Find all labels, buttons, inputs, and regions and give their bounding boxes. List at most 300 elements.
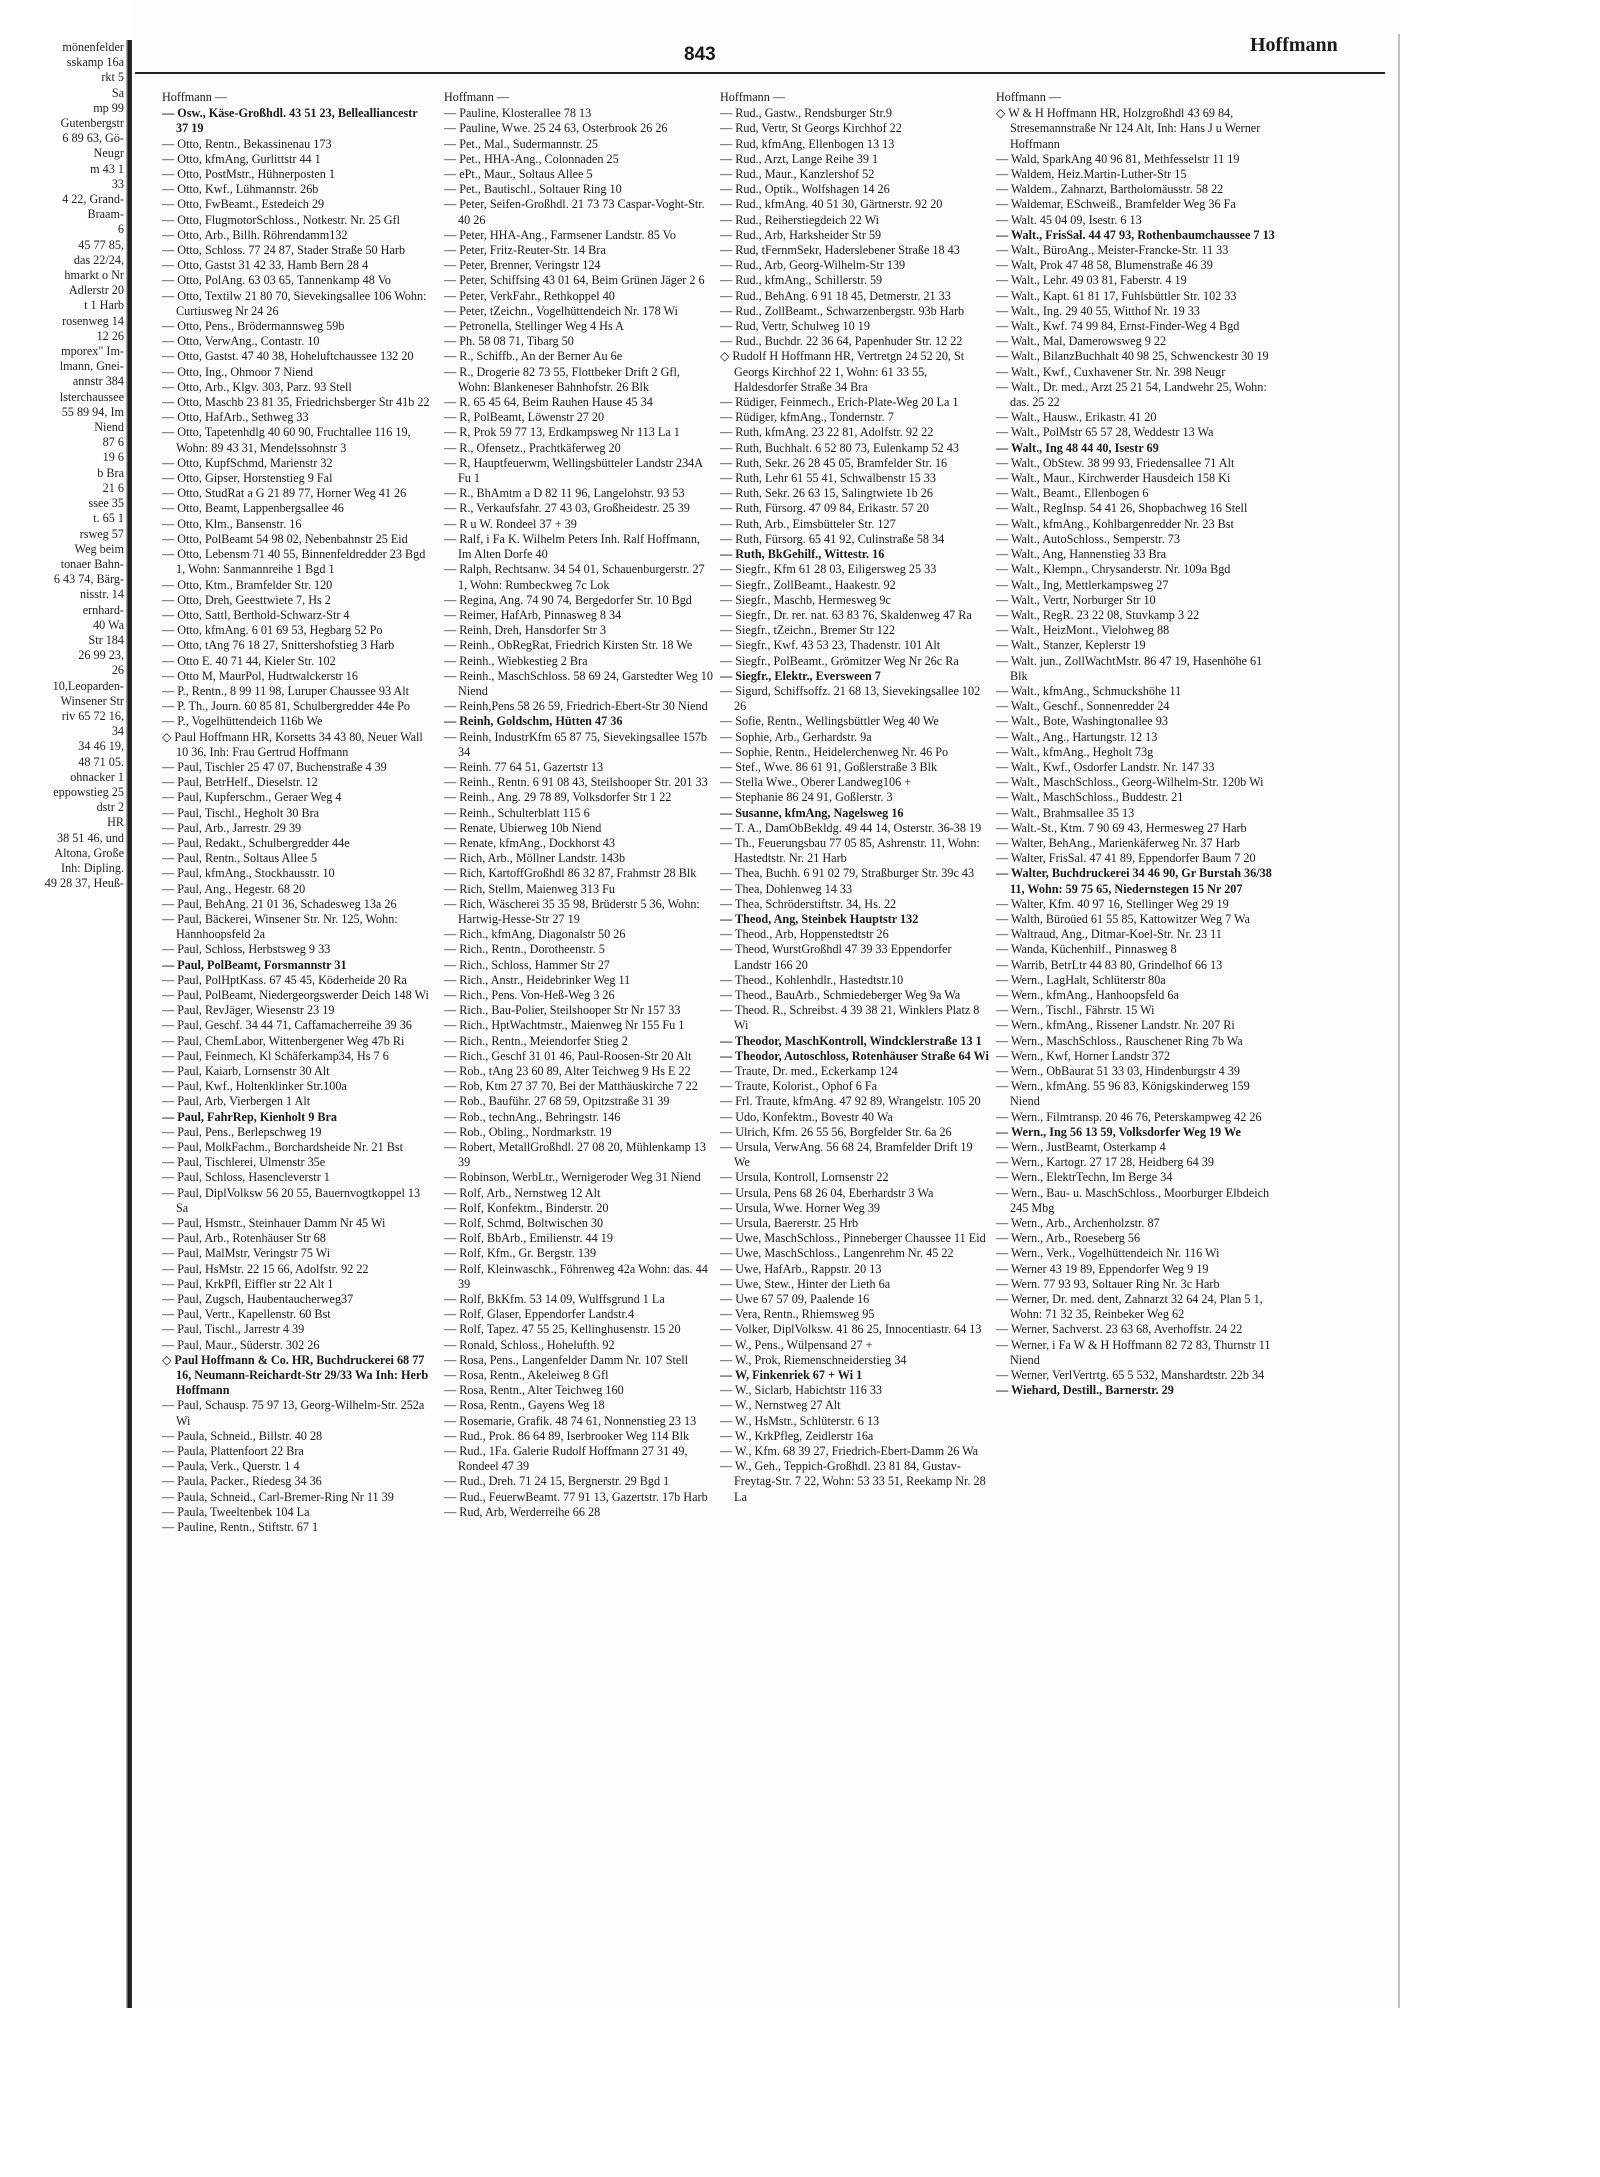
directory-entry: — W., Siclarb, Habichtstr 116 33 — [720, 1383, 883, 1398]
directory-entry: — Paul, Hsmstr., Steinhauer Damm Nr 45 Wi — [162, 1216, 386, 1231]
directory-entry: — Werner, VerlVertrtg. 65 5 532, Manshardtstr. 22b 34 — [996, 1368, 1265, 1383]
directory-entry: — Paul, Schausp. 75 97 13, Georg-Wilhelm-Str. 252a Wi — [162, 1398, 425, 1428]
directory-entry: — Pauline, Wwe. 25 24 63, Osterbrook 26 26 — [444, 121, 668, 136]
directory-entry: — Siegfr., Elektr., Eversween 7 — [720, 668, 881, 683]
directory-entry: — Wern., Arb., Archenholzstr. 87 — [996, 1216, 1160, 1231]
directory-entry: — Walt., Brahmsallee 35 13 — [996, 805, 1135, 820]
directory-entry: — Rud., Prok. 86 64 89, Iserbrooker Weg 114 Blk — [444, 1428, 690, 1443]
column-1 — [162, 90, 432, 2000]
directory-entry: — Rud., kfmAng., Schillerstr. 59 — [720, 273, 883, 288]
entry-list — [162, 106, 432, 1535]
header-rule — [135, 72, 1385, 74]
directory-entry: — Rud., Dreh. 71 24 15, Bergnerstr. 29 Bgd 1 — [444, 1474, 670, 1489]
entry-list — [444, 106, 714, 1520]
directory-entry: — R., Drogerie 82 73 55, Flottbeker Drift 2 Gfl, Wohn: Blankeneser Bahnhofstr. 26 Blk — [444, 364, 680, 394]
prev-page-line: riv 65 72 16, — [61, 708, 124, 723]
directory-entry: — Walt., Lehr. 49 03 81, Faberstr. 4 19 — [996, 273, 1187, 288]
directory-entry: — Wald, SparkAng 40 96 81, Methfesselstr 11 19 — [996, 151, 1240, 166]
directory-entry: — Walter, BehAng., Marienkäferweg Nr. 37 Harb — [996, 835, 1241, 850]
directory-entry: — Wanda, Küchenhilf., Pinnasweg 8 — [996, 942, 1177, 957]
directory-entry: — ePt., Maur., Soltaus Allee 5 — [444, 167, 593, 182]
directory-entry: — W, Finkenriek 67 + Wi 1 — [720, 1368, 863, 1383]
directory-entry: — Walt., Kwf., Osdorfer Landstr. Nr. 147 33 — [996, 759, 1215, 774]
directory-entry: — Walter, FrisSal. 47 41 89, Eppendorfer Baum 7 20 — [996, 851, 1256, 866]
directory-entry: — Paul, Vertr., Kapellenstr. 60 Bst — [162, 1307, 331, 1322]
prev-page-line: sskamp 16a — [66, 55, 124, 70]
prev-page-line: 6 — [117, 222, 124, 237]
prev-page-line: Str 184 — [88, 632, 124, 647]
directory-entry: — Wern., Kwf, Horner Landstr 372 — [996, 1048, 1171, 1063]
prev-page-line: b Bra — [97, 465, 124, 480]
directory-entry: — Walt., HeizMont., Vielohweg 88 — [996, 623, 1170, 638]
directory-entry: — Otto, Dreh, Geesttwiete 7, Hs 2 — [162, 592, 331, 607]
directory-entry: — Peter, Brenner, Veringstr 124 — [444, 258, 601, 273]
directory-entry: — Paul, kfmAng., Stockhausstr. 10 — [162, 866, 335, 881]
directory-entry: — Otto, KupfSchmd, Mariеnstr 32 — [162, 455, 333, 470]
prev-page-line: sseе 35 — [88, 496, 124, 511]
directory-entry: — Thea, Schröderstiftstr. 34, Hs. 22 — [720, 896, 897, 911]
directory-entry: — Otto, Tapetenhdlg 40 60 90, Fruchtallee 116 19, Wohn: 89 43 31, Mendelssohnstr 3 — [162, 425, 411, 455]
directory-entry: — Thea, Buchh. 6 91 02 79, Straßburger Str. 39c 43 — [720, 866, 975, 881]
directory-entry: — Pauline, Rentn., Stiftstr. 67 1 — [162, 1520, 319, 1535]
directory-entry: — Walt., ObStew. 38 99 93, Friedensallee 71 Alt — [996, 455, 1235, 470]
directory-entry: — Otto, Sattl, Berthold-Schwarz-Str 4 — [162, 607, 350, 622]
directory-entry: — Rolf, Schmd, Boltwischen 30 — [444, 1216, 604, 1231]
column-3 — [720, 90, 990, 2000]
directory-entry: — Walt., PolMstr 65 57 28, Weddestr 13 Wa — [996, 425, 1214, 440]
prev-page-line: 26 99 23, — [78, 648, 124, 663]
directory-entry: — Walt., FrisSal. 44 47 93, Rothenbaumchaussee 7 13 — [996, 227, 1275, 242]
directory-entry: — Rud, Vertr, St Georgs Kirchhof 22 — [720, 121, 902, 136]
directory-entry: — Reinh., Rentn. 6 91 08 43, Steilshooper Str. 201 33 — [444, 775, 708, 790]
directory-entry: — Rüdiger, kfmAng., Tondernstr. 7 — [720, 410, 894, 425]
directory-entry: — Paul, Bäckerei, Winsener Str. Nr. 125, Wohn: Hannhoopsfeld 2a — [162, 911, 398, 942]
directory-entry: — Rich, Arb., Möllner Landstr. 143b — [444, 851, 626, 866]
directory-entry: — Rosemarie, Grafik. 48 74 61, Nonnenstieg 23 13 — [444, 1413, 697, 1428]
prev-page-line: das 22/24, — [73, 252, 124, 267]
directory-entry: — W., Kfm. 68 39 27, Friedrich-Ebert-Damm 26 Wa — [720, 1444, 979, 1459]
directory-entry: — Rob., technAng., Behringstr. 146 — [444, 1109, 621, 1124]
directory-entry: — Ralph, Rechtsanw. 34 54 01, Schauenburgerstr. 27 1, Wohn: Rumbeckweg 7c Lok — [444, 562, 705, 592]
directory-entry: — Reinh. 77 64 51, Gazertstr 13 — [444, 759, 604, 774]
prev-page-line: Braam- — [87, 207, 124, 222]
directory-entry: — Walt., Ing. 29 40 55, Witthof Nr. 19 33 — [996, 303, 1200, 318]
directory-entry: — Werner, Sachverst. 23 63 68, Averhoffstr. 24 22 — [996, 1322, 1243, 1337]
directory-entry: — Theod., BauArb., Schmiedeberger Weg 9a Wa — [720, 987, 961, 1002]
prev-page-line: 34 — [111, 724, 124, 739]
directory-entry: — Rolf, Arb., Nernstweg 12 Alt — [444, 1185, 601, 1200]
directory-entry: — Walt., Stanzer, Keplerstr 19 — [996, 638, 1146, 653]
prev-page-line: tonaer Bahn- — [60, 556, 124, 571]
prev-page-line: 48 71 05. — [78, 754, 124, 769]
directory-entry: — Renate, Ubierweg 10b Niend — [444, 820, 602, 835]
directory-entry: — Otto, Gastst 31 42 33, Hamb Bern 28 4 — [162, 258, 369, 273]
directory-entry: — Theod, Ang, Steinbek Hauptstr 132 — [720, 911, 919, 926]
directory-entry: — Werner 43 19 89, Eppendorfer Weg 9 19 — [996, 1261, 1209, 1276]
directory-entry: — Otto, Beamt, Lappenbergsallee 46 — [162, 501, 344, 516]
directory-page — [132, 0, 1400, 2008]
directory-entry: — Siegfr., tZeichn., Bremer Str 122 — [720, 623, 895, 638]
directory-entry: — Walt., kfmAng., Kohlbargenredder Nr. 23 Bst — [996, 516, 1234, 531]
directory-entry: — Walt., AutoSchloss., Semperstr. 73 — [996, 531, 1180, 546]
prev-page-line: annstr 384 — [72, 374, 124, 389]
directory-entry: — Rich., kfmAng, Diagonalstr 50 26 — [444, 927, 626, 942]
prev-page-line: m 43 1 — [90, 161, 124, 176]
directory-entry: — Rud., Maur., Kanzlershof 52 — [720, 167, 875, 182]
directory-entry: — Rich., Bau-Polier, Steilshooper Str Nr 157 33 — [444, 1003, 681, 1018]
directory-entry: — Walt., kfmAng., Hegholt 73g — [996, 744, 1154, 759]
directory-entry: — Paul, PolBeamt, Forsmannstr 31 — [162, 957, 347, 972]
directory-entry: — Otto, PostMstr., Hühnerposten 1 — [162, 167, 335, 182]
directory-entry: — Rolf, Konfektm., Binderstr. 20 — [444, 1200, 609, 1215]
directory-entry: — Walt., MaschSchloss., Buddestr. 21 — [996, 790, 1184, 805]
directory-entry: — Ruth, kfmAng. 23 22 81, Adolfstr. 92 22 — [720, 425, 934, 440]
directory-entry: — Rud., Buchdr. 22 36 64, Papenhuder Str. 12 22 — [720, 334, 963, 349]
page-number: 843 — [684, 44, 716, 65]
directory-entry: — Paula, Verk., Querstr. 1 4 — [162, 1459, 300, 1474]
prev-page-line: t 1 Harb — [84, 298, 124, 313]
directory-entry: — Paul, Tischler 25 47 07, Buchenstraße 4 39 — [162, 759, 387, 774]
directory-entry: — W., Nernstweg 27 Alt — [720, 1398, 841, 1413]
directory-entry: — Wern. 77 93 93, Soltauer Ring Nr. 3c Harb — [996, 1276, 1220, 1291]
directory-entry: — Wern., Arb., Roeseberg 56 — [996, 1231, 1141, 1246]
directory-entry: — Otto, PolBeamt 54 98 02, Nebenbahnstr 25 Eid — [162, 531, 408, 546]
column-heading: Hoffmann — — [444, 90, 510, 104]
directory-entry: — Th., Feuerungsbau 77 05 85, Ashrenstr. 11, Wohn: Hastedtstr. Nr. 21 Harb — [720, 835, 980, 866]
directory-entry: — Paul, Schloss, Hasencleverstr 1 — [162, 1170, 330, 1185]
directory-entry: — Otto, StudRat a G 21 89 77, Horner Weg 41 26 — [162, 486, 407, 501]
directory-entry: — Paul, BehAng. 21 01 36, Schadesweg 13a 26 — [162, 896, 397, 911]
directory-entry: — Rud., kfmAng. 40 51 30, Gärtnerstr. 92 20 — [720, 197, 943, 212]
directory-entry: — Otto, Pens., Brödermannsweg 59b — [162, 319, 345, 334]
directory-entry: — Rosa, Rentn., Akeleiweg 8 Gfl — [444, 1368, 609, 1383]
directory-entry: — Paula, Packer., Riedesg 34 36 — [162, 1474, 322, 1489]
directory-entry: ◇ Paul Hoffmann HR, Korsetts 34 43 80, Neuer Wall 10 36, Inh: Frau Gertrud Hoffmann — [162, 729, 423, 759]
directory-entry: — Rolf, Kleinwaschk., Föhrenweg 42a Wohn: das. 44 39 — [444, 1261, 708, 1291]
directory-entry: — Wern., Bau- u. MaschSchloss., Moorburger Elbdeich 245 Mbg — [996, 1185, 1270, 1215]
directory-entry: — Wern., Tischl., Fährstr. 15 Wi — [996, 1003, 1155, 1018]
directory-entry: — Rud., Arb, Harksheider Str 59 — [720, 227, 882, 242]
directory-entry: — Peter, Fritz-Reuter-Str. 14 Bra — [444, 243, 606, 258]
prev-page-line: 87 6 — [102, 435, 124, 450]
directory-entry: — Rich., Rentn., Meiendorfer Stieg 2 — [444, 1033, 628, 1048]
directory-entry: — Otto, Rentn., Bekassinenau 173 — [162, 136, 332, 151]
directory-entry: — Theod., Kohlenhdlr., Hastedtstr.10 — [720, 972, 904, 987]
directory-entry: — Rich., Geschf 31 01 46, Paul-Roosen-Str 20 Alt — [444, 1048, 692, 1063]
prev-page-line: rosenweg 14 — [62, 313, 124, 328]
directory-entry: — Ursula, Pens 68 26 04, Eberhardstr 3 Wa — [720, 1185, 934, 1200]
directory-entry: — Rüdiger, Feinmech., Erich-Plate-Weg 20 La 1 — [720, 395, 959, 410]
prev-page-line: 55 89 94, Im — [61, 404, 124, 419]
directory-entry: — Paul, FahrRep, Kienholt 9 Bra — [162, 1109, 338, 1124]
prev-page-line: Gutenbergstr — [60, 116, 124, 131]
directory-entry: — Paul, KrkPfl, Eiffler str 22 Alt 1 — [162, 1276, 334, 1291]
directory-entry: — Walt., Kwf. 74 99 84, Ernst-Finder-Weg 4 Bgd — [996, 319, 1240, 334]
directory-entry: — Otto, Textilw 21 80 70, Sievekingsallee 106 Wohn: Curtiusweg Nr 24 26 — [162, 288, 427, 318]
directory-entry: — Walt., Klempn., Chrysanderstr. Nr. 109a Bgd — [996, 562, 1231, 577]
prev-page-line: Neugr — [93, 146, 124, 161]
directory-entry: — Waltraud, Ang., Ditmar-Koel-Str. Nr. 23 11 — [996, 927, 1222, 942]
prev-page-line: rkt 5 — [101, 70, 124, 85]
directory-entry: — Ruth, Fürsorg. 47 09 84, Erikastr. 57 20 — [720, 501, 929, 516]
directory-entry: — Pet., Bautischl., Soltauer Ring 10 — [444, 182, 622, 197]
directory-entry: — Otto, HafArb., Sethweg 33 — [162, 410, 309, 425]
directory-entry: — Paul, Zugsch, Haubentaucherweg37 — [162, 1292, 354, 1307]
directory-entry: ◇ Rudolf H Hoffmann HR, Vertretgn 24 52 20, St Georgs Kirchhof 22 1, Wohn: 61 33 55, Haldesdorfer Straße 34 Bra — [720, 349, 965, 394]
directory-entry: — Otto, Maschb 23 81 35, Friedrichsberger Str 41b 22 — [162, 395, 430, 410]
directory-entry: — Walt.-St., Ktm. 7 90 69 43, Hermesweg 27 Harb — [996, 820, 1247, 835]
directory-entry: — Uwe, Stew., Hinter der Lieth 6a — [720, 1276, 891, 1291]
prev-page-line: mp 99 — [93, 100, 124, 115]
directory-entry: — Otto, Gastst. 47 40 38, Hoheluftchaussee 132 20 — [162, 349, 414, 364]
directory-entry: — Traute, Kolorist., Ophof 6 Fa — [720, 1079, 878, 1094]
directory-entry: — R u W. Rondeel 37 + 39 — [444, 516, 577, 531]
directory-entry: — Paul, Geschf. 34 44 71, Caffamacherreihe 39 36 — [162, 1018, 412, 1033]
directory-entry: — Rich., Schloss, Hammer Str 27 — [444, 957, 610, 972]
prev-page-line: ernhard- — [82, 602, 124, 617]
prev-page-line: 49 28 37, Heuß- — [44, 876, 124, 891]
directory-entry: — Volker, DiplVolksw. 41 86 25, Innocentiastr. 64 13 — [720, 1322, 982, 1337]
directory-entry: — Ursula, Wwe. Horner Weg 39 — [720, 1200, 881, 1215]
directory-entry: — Rud., FeuerwBeamt. 77 91 13, Gazertstr. 17b Harb — [444, 1489, 708, 1504]
directory-entry: — Otto, FwBeamt., Estedeich 29 — [162, 197, 325, 212]
directory-entry: — Otto, PolAng. 63 03 65, Tannenkamp 48 Vo — [162, 273, 392, 288]
directory-entry: — Walt. 45 04 09, Isestr. 6 13 — [996, 212, 1142, 227]
running-head: Hoffmann — [1250, 34, 1338, 56]
entry-list — [720, 106, 990, 1505]
directory-entry: — Rud., Reiherstiegdeich 22 Wi — [720, 212, 880, 227]
directory-entry: — Walt., Dr. med., Arzt 25 21 54, Landwehr 25, Wohn: das. 25 22 — [996, 379, 1267, 410]
directory-entry: — Peter, HHA-Ang., Farmsener Landstr. 85 Vo — [444, 227, 676, 242]
directory-entry: — Ursula, Baererstr. 25 Hrb — [720, 1216, 859, 1231]
directory-entry: — Paul, Redakt., Schulbergredder 44e — [162, 835, 350, 850]
directory-entry: — Otto, Arb., Billh. Röhrendamm132 — [162, 227, 348, 242]
directory-entry: — Otto, FlugmotorSchloss., Notkestr. Nr. 25 Gfl — [162, 212, 401, 227]
directory-entry: — Rolf, BkKfm. 53 14 09, Wulffsgrund 1 La — [444, 1292, 665, 1307]
directory-entry: — Rolf, BbArb., Emilienstr. 44 19 — [444, 1231, 613, 1246]
prev-page-line: 45 77 85, — [78, 237, 124, 252]
prev-page-line: 12 26 — [96, 328, 124, 343]
directory-entry: — Walt. jun., ZollWachtMstr. 86 47 19, Hasenhöhe 61 Blk — [996, 653, 1263, 683]
directory-entry: — Uwe, MaschSchloss., Langenrehm Nr. 45 22 — [720, 1246, 954, 1261]
directory-entry: — Wern., Filmtransp. 20 46 76, Peterskampweg 42 26 — [996, 1109, 1262, 1124]
directory-entry: — Rich, KartoffGroßhdl 86 32 87, Frahmstr 28 Blk — [444, 866, 697, 881]
directory-entry: — Otto, kfmAng, Gurlittstr 44 1 — [162, 151, 321, 166]
prev-page-line: Altona, Große — [54, 845, 124, 860]
prev-page-line: Inh: Dipling. — [61, 860, 124, 875]
prev-page-line: mönenfelder — [62, 40, 124, 54]
directory-entry: — Paula, Schneid., Billstr. 40 28 — [162, 1428, 323, 1443]
directory-entry: — Walt., Kwf., Cuxhavener Str. Nr. 398 Neugr — [996, 364, 1226, 379]
directory-entry: — Reimer, HafArb, Pinnasweg 8 34 — [444, 607, 622, 622]
directory-entry: — Paul, Kwf., Holtenklinker Str.100a — [162, 1079, 347, 1094]
directory-entry: — Otto, Schloss. 77 24 87, Stader Straße 50 Harb — [162, 243, 406, 258]
directory-entry: — Rud., BehAng. 6 91 18 45, Detmerstr. 21 33 — [720, 288, 951, 303]
prev-page-line: t. 65 1 — [93, 511, 124, 526]
directory-entry: — Ulrich, Kfm. 26 55 56, Borgfelder Str. 6a 26 — [720, 1124, 952, 1139]
directory-entry: — Ronald, Schloss., Hohelufth. 92 — [444, 1337, 615, 1352]
column-heading: Hoffmann — — [996, 90, 1062, 104]
directory-entry: — Wern., Ing 56 13 59, Volksdorfer Weg 19 We — [996, 1124, 1241, 1139]
prev-page-line: lsterchaussee — [59, 389, 124, 404]
directory-entry: — Walt., Maur., Kirchwerder Hausdeich 158 Ki — [996, 471, 1231, 486]
directory-entry: — Paul, Feinmech, Kl Schäferkamp34, Hs 7 6 — [162, 1048, 389, 1063]
directory-entry: — Rolf, Kfm., Gr. Bergstr. 139 — [444, 1246, 597, 1261]
directory-entry: — Rud., Arzt, Lange Reihe 39 1 — [720, 151, 879, 166]
directory-entry: — Siegfr., Kwf. 43 53 23, Thadenstr. 101 Alt — [720, 638, 941, 653]
directory-entry: — Wern., ElektrTechn, Im Berge 34 — [996, 1170, 1173, 1185]
directory-entry: — Wern., LagHalt, Schlüterstr 80a — [996, 972, 1166, 987]
directory-entry: — Rich., Anstr., Heidebrinker Weg 11 — [444, 972, 631, 987]
directory-entry: — Walter, Buchdruckerei 34 46 90, Gr Burstah 36/38 11, Wohn: 59 75 65, Niedernstegen 15 Nr 207 — [996, 866, 1272, 896]
directory-entry: — Walt., RegR. 23 22 08, Stuvkamp 3 22 — [996, 607, 1200, 622]
directory-entry: — Paul, Pens., Berlepschweg 19 — [162, 1124, 322, 1139]
directory-entry: — Ursula, Kontroll, Lornsenstr 22 — [720, 1170, 889, 1185]
directory-entry: — Regina, Ang. 74 90 74, Bergedorfer Str. 10 Bgd — [444, 592, 692, 607]
directory-entry: — Waldemar, ESchweiß., Bramfelder Weg 36 Fa — [996, 197, 1236, 212]
directory-entry: — Ruth, Sekr. 26 28 45 05, Bramfelder Str. 16 — [720, 455, 948, 470]
directory-entry: — Rud., ZollBeamt., Schwarzenbergstr. 93b Harb — [720, 303, 965, 318]
directory-entry: — R, Prok 59 77 13, Erdkampsweg Nr 113 La 1 — [444, 425, 680, 440]
directory-entry: — Rob., tAng 23 60 89, Alter Teichweg 9 Hs E 22 — [444, 1064, 691, 1078]
directory-entry: — Walt., Bote, Washingtonallee 93 — [996, 714, 1168, 729]
directory-entry: — Walt., Ang., Hartungstr. 12 13 — [996, 729, 1158, 744]
directory-entry: — Paul, Arb., Jarrestr. 29 39 — [162, 820, 302, 835]
directory-entry: — Paula, Plattenfoort 22 Bra — [162, 1444, 304, 1459]
directory-entry: — Walt., BilanzBuchhalt 40 98 25, Schwenckestr 30 19 — [996, 349, 1269, 364]
directory-entry: — Wern., kfmAng., Hanhoopsfeld 6a — [996, 987, 1179, 1002]
directory-entry: — Reinh., ObRegRat, Friedrich Kirsten Str. 18 We — [444, 638, 693, 653]
prev-page-line: 38 51 46, und — [56, 830, 124, 845]
directory-entry: — Rich, Wäscherei 35 35 98, Brüderstr 5 36, Wohn: Hartwig-Hesse-Str 27 19 — [444, 896, 700, 926]
directory-entry: — Walter, Kfm. 40 97 16, Stellinger Weg 29 19 — [996, 896, 1229, 911]
directory-entry: — Paul, MalMstr, Veringstr 75 Wi — [162, 1246, 331, 1261]
prev-page-line: nisstr. 14 — [79, 587, 124, 602]
directory-entry: — Ruth, Lehr 61 55 41, Schwalbenstr 15 33 — [720, 471, 936, 486]
directory-entry: — Otto, VerwAng., Contastr. 10 — [162, 334, 320, 349]
directory-entry: — Susanne, kfmAng, Nagelsweg 16 — [720, 805, 904, 820]
directory-entry: — Rob., Bauführ. 27 68 59, Opitzstraße 31 39 — [444, 1094, 670, 1109]
column-heading: Hoffmann — — [162, 90, 228, 104]
directory-entry: — Walt., Ing 48 44 40, Isestr 69 — [996, 440, 1159, 455]
directory-entry: — Vera, Rentn., Rhiemsweg 95 — [720, 1307, 875, 1322]
directory-entry: — Reinh, Goldschm, Hütten 47 36 — [444, 714, 623, 729]
directory-entry: — Walth, Büroüed 61 55 85, Kattowitzer Weg 7 Wa — [996, 911, 1250, 926]
directory-entry: — Wern., Verk., Vogelhüttendeich Nr. 116 Wi — [996, 1246, 1220, 1261]
directory-entry: — R, PolBeamt, Löwenstr 27 20 — [444, 410, 605, 425]
directory-entry: — Otto, kfmAng. 6 01 69 53, Hegbarg 52 Po — [162, 623, 383, 638]
directory-entry: — Stephanie 86 24 91, Goßlerstr. 3 — [720, 790, 893, 805]
directory-entry: — Paula, Schneid., Carl-Bremer-Ring Nr 11 39 — [162, 1489, 394, 1504]
prev-page-line: 4 22, Grand- — [62, 192, 124, 207]
directory-entry: — Otto, Ing., Ohmoor 7 Niend — [162, 364, 313, 379]
prev-page-line: hmarkt o Nr — [64, 268, 124, 283]
directory-entry: — Paul, Arb, Vierbergen 1 Alt — [162, 1094, 311, 1109]
directory-entry: — Theod. R., Schreibst. 4 39 38 21, Winklers Platz 8 Wi — [720, 1003, 980, 1033]
directory-entry: — Waldem., Zahnarzt, Bartholomäusstr. 58 22 — [996, 182, 1224, 197]
directory-entry: — Walt., MaschSchloss., Georg-Wilhelm-Str. 120b Wi — [996, 775, 1264, 790]
directory-entry: — Udo, Konfektm., Bovestr 40 Wa — [720, 1109, 893, 1124]
previous-page-sliver — [0, 40, 128, 2008]
directory-entry: — Reinh, IndustrKfm 65 87 75, Sievekingsallee 157b 34 — [444, 729, 708, 759]
directory-entry: — Pauline, Klosterallee 78 13 — [444, 106, 592, 121]
directory-entry: — Peter, tZeichn., Vogelhüttendeich Nr. 178 Wi — [444, 303, 678, 318]
directory-entry: — R., Ofensetz., Prachtkäferweg 20 — [444, 440, 621, 455]
directory-entry: — Otto M, MaurPol, Hudtwalckerstr 16 — [162, 668, 358, 683]
prev-page-line: 19 6 — [102, 450, 124, 465]
directory-entry: — Rich, Stellm, Maienweg 313 Fu — [444, 881, 615, 896]
directory-entry: — Paula, Tweeltenbek 104 La — [162, 1504, 310, 1519]
directory-entry: — Sofie, Rentn., Wellingsbüttler Weg 40 We — [720, 714, 939, 729]
directory-entry: — Peter, VerkFahr., Rethkoppel 40 — [444, 288, 615, 303]
directory-entry: — Paul, Maur., Süderstr. 302 26 — [162, 1337, 320, 1352]
directory-entry: — Theodor, MaschKontroll, Windcklerstraße 13 1 — [720, 1033, 982, 1048]
directory-entry: — Wern., MaschSchloss., Rauschener Ring 7b Wa — [996, 1033, 1243, 1048]
directory-entry: — Paul, ChemLabor, Wittenbergener Weg 47b Ri — [162, 1033, 405, 1048]
directory-entry: — Pet., Mal., Sudermannstr. 25 — [444, 136, 599, 151]
directory-entry: — Otto, Ktm., Bramfelder Str. 120 — [162, 577, 333, 592]
directory-entry: — Paul, HsMstr. 22 15 66, Adolfstr. 92 22 — [162, 1261, 369, 1276]
directory-entry: — Rosa, Pens., Langenfelder Damm Nr. 107 Stell — [444, 1352, 689, 1367]
directory-entry: — Walt., Ing, Mettlerkampsweg 27 — [996, 577, 1169, 592]
prev-page-line: 6 43 74, Bärg- — [53, 572, 124, 587]
directory-entry: — Paul, Tischl., Hegholt 30 Bra — [162, 805, 320, 820]
directory-entry: — Theod., Arb, Hoppenstedtstr 26 — [720, 927, 889, 942]
directory-entry: — Wiehard, Destill., Barnerstr. 29 — [996, 1383, 1174, 1398]
directory-entry: — Walt, Prok 47 48 58, Blumenstraße 46 39 — [996, 258, 1213, 273]
prev-page-line: dstr 2 — [96, 800, 124, 815]
prev-page-line: Sa — [111, 85, 124, 100]
directory-entry: — Walt., Ang, Hannenstieg 33 Bra — [996, 547, 1167, 562]
prev-page-line: Winsener Str — [60, 693, 124, 708]
directory-entry: — Paul, Arb., Rotenhäuser Str 68 — [162, 1231, 326, 1246]
directory-entry: — Walt., Mal, Damerowsweg 9 22 — [996, 334, 1167, 349]
directory-entry: — W., HsMstr., Schlüterstr. 6 13 — [720, 1413, 880, 1428]
prev-page-line: ohnacker 1 — [70, 769, 124, 784]
directory-entry: — Robinson, WerbLtr., Wernigeroder Weg 31 Niend — [444, 1170, 701, 1185]
directory-entry: — W., KrkPfleg, Zeidlerstr 16a — [720, 1428, 874, 1443]
directory-entry: — Wern., ObBaurat 51 33 03, Hindenburgstr 4 39 — [996, 1064, 1240, 1078]
directory-entry: — W., Prok, Riemenschneiderstieg 34 — [720, 1352, 907, 1367]
directory-entry: — Petronella, Stellinger Weg 4 Hs A — [444, 319, 624, 334]
directory-entry: — Paul, PolHptKass. 67 45 45, Köderheide 20 Ra — [162, 972, 407, 987]
directory-entry: — Rosa, Rentn., Alter Teichweg 160 — [444, 1383, 624, 1398]
directory-entry: — Reinh., MaschSchloss. 58 69 24, Garstedter Weg 10 Niend — [444, 668, 713, 698]
directory-entry: — Siegfr., PolBeamt., Grömitzer Weg Nr 26c Ra — [720, 653, 959, 668]
directory-entry: — Ruth, Sekr. 26 63 15, Salingtwiete 1b 26 — [720, 486, 933, 501]
directory-entry: — Werner, Dr. med. dent, Zahnarzt 32 64 24, Plan 5 1, Wohn: 71 32 35, Reinbeker Weg 62 — [996, 1292, 1263, 1322]
directory-entry: — Sophie, Rentn., Heidelerchenweg Nr. 46 Po — [720, 744, 949, 759]
directory-entry: — Walt., Vertr, Norburger Str 10 — [996, 592, 1156, 607]
directory-entry: — Siegfr., Kfm 61 28 03, Eiligersweg 25 33 — [720, 562, 937, 577]
column-heading: Hoffmann — — [720, 90, 786, 104]
directory-entry: — Robert, MetallGroßhdl. 27 08 20, Mühlenkamp 13 39 — [444, 1140, 707, 1170]
directory-entry: — Reinh., Ang. 29 78 89, Volksdorfer Str 1 22 — [444, 790, 672, 805]
directory-entry: — Walt., Hausw., Erikastr. 41 20 — [996, 410, 1157, 425]
directory-entry: — Reinh,Pens 58 26 59, Friedrich-Ebert-Str 30 Niend — [444, 699, 708, 714]
directory-entry: — Rud, kfmAng, Ellenbogen 13 13 — [720, 136, 895, 151]
directory-entry: — Rosa, Rentn., Gayens Weg 18 — [444, 1398, 605, 1413]
directory-entry: ◇ Paul Hoffmann & Co. HR, Buchdruckerei 68 77 16, Neumann-Reichardt-Str 29/33 Wa Inh: Herb Hoffmann — [162, 1352, 429, 1398]
prev-page-line: Niend — [94, 420, 124, 435]
directory-entry: — Walt., BüroAng., Meister-Francke-Str. 11 33 — [996, 243, 1229, 258]
directory-entry: — Walt., Kapt. 61 81 17, Fuhlsbüttler Str. 102 33 — [996, 288, 1237, 303]
prev-page-line: Weg beim — [74, 541, 124, 556]
directory-entry: — Osw., Käse-Großhdl. 43 51 23, Belleallianсestr 37 19 — [162, 106, 418, 136]
directory-entry: — Walt., kfmAng., Schmuckshöhe 11 — [996, 683, 1182, 698]
directory-entry: — Rolf, Glaser, Eppendorfer Landstr.4 — [444, 1307, 635, 1322]
directory-entry: — P., Vogelhüttendeich 116b We — [162, 714, 323, 729]
